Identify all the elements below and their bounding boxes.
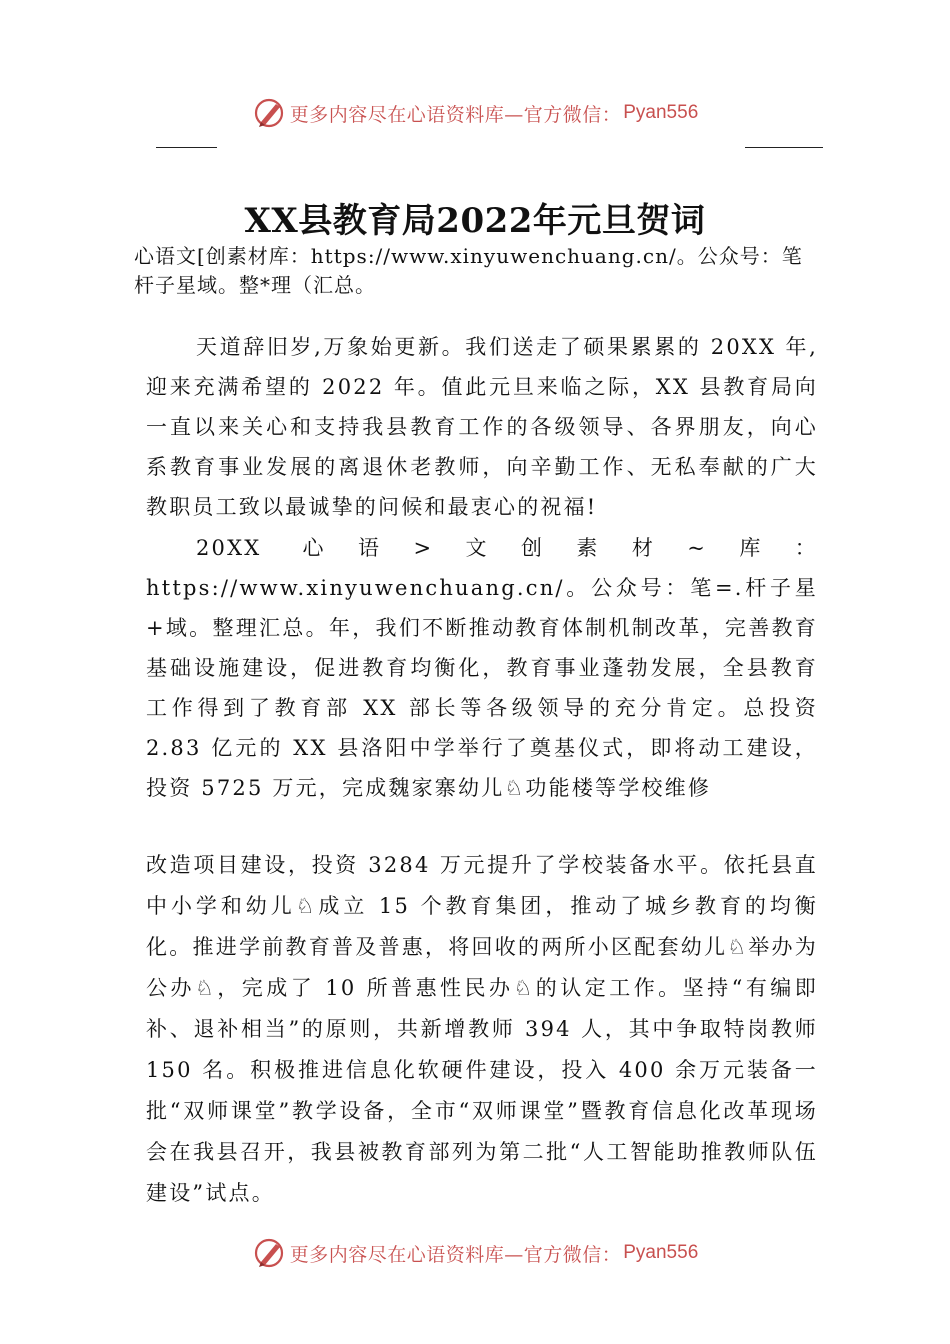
pen-logo-icon	[252, 1236, 286, 1270]
footer-banner	[0, 1233, 950, 1273]
header-rule-left	[156, 147, 217, 148]
pen-logo-icon	[252, 96, 286, 130]
paragraph-1: 天道辞旧岁,万象始更新。我们送走了硕果累累的 20XX 年,迎来充满希望的 2022 年。值此元旦来临之际，XX 县教育局向一直以来关心和支持我县教育工作的各级领导、各界朋友，向心系教育事业发展的离退休老教师，向辛勤工作、无私奉献的广大教职员工致以最诚挚的问候和最衷心的祝福!	[146, 335, 818, 519]
paragraph-2: 20XX 心语>文创素材~库：https://www.xinyuwenchuang.cn/。公众号：笔=.杆子星+域。整理汇总。年，我们不断推动教育体制机制改革，完善教育基础设施建设，促进教育均衡化，教育事业蓬勃发展，全县教育工作得到了教育部 XX 部长等各级领导的充分肯定。总投资 2.83 亿元的 XX 县洛阳中学举行了奠基仪式，即将动工建设，投资 5725 万元，完成魏家寨幼儿♘功能楼等学校维修	[146, 536, 818, 800]
paragraph-3: 改造项目建设，投资 3284 万元提升了学校装备水平。依托县直中小学和幼儿♘成立 15 个教育集团，推动了城乡教育的均衡化。推进学前教育普及普惠，将回收的两所小区配套幼儿♘举办为公办♘，完成了 10 所普惠性民办♘的认定工作。坚持“有编即补、退补相当”的原则，共新增教师 394 人，其中争取特岗教师 150 名。积极推进信息化软硬件建设，投入 400 余万元装备一批“双师课堂”教学设备，全市“双师课堂”暨教育信息化改革现场会在我县召开，我县被教育部列为第二批“人工智能助推教师队伍建设”试点。	[146, 853, 818, 1205]
footer-wechat-id: Pyan556	[623, 1242, 699, 1263]
banner-text: 更多内容尽在心语资料库—官方微信：	[289, 103, 622, 126]
document-title: XX县教育局2022年元旦贺词	[244, 201, 706, 241]
banner-wechat-id: Pyan556	[623, 102, 699, 123]
footer-banner-text: 更多内容尽在心语资料库—官方微信：	[289, 1243, 622, 1266]
header-banner	[0, 93, 950, 133]
source-note: 心语文[创素材库：https://www.xinyuwenchuang.cn/。公众号：笔杆子星域。整*理（汇总。	[134, 244, 803, 297]
header-rule-right	[745, 147, 823, 148]
